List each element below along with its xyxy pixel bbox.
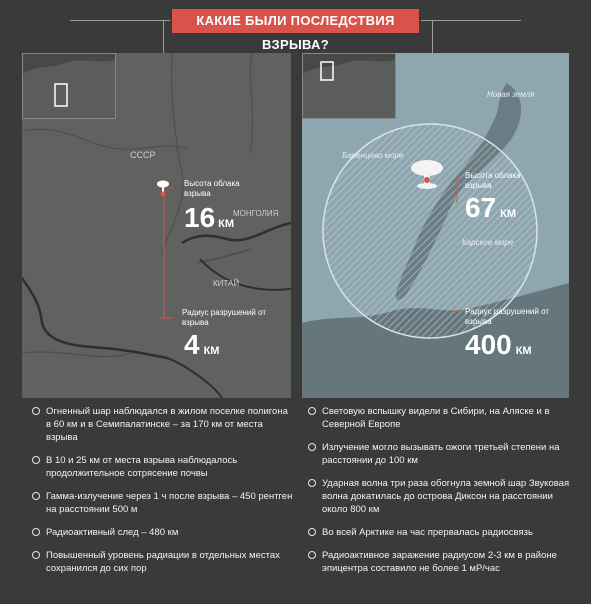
epicenter-icon: [156, 180, 170, 196]
radius-value-left: [184, 329, 219, 361]
list-item: [32, 549, 294, 575]
label-barents-sea: Баренцево море: [342, 151, 404, 160]
bullet-icon: [32, 456, 40, 464]
list-item: [308, 549, 570, 575]
fact-text: Радиоактивный след – 480 км: [46, 527, 179, 538]
connector-line-right: [432, 20, 433, 53]
header-bar: [0, 0, 591, 52]
bullet-icon: [308, 443, 316, 451]
page-title: КАКИЕ БЫЛИ ПОСЛЕДСТВИЯ ВЗРЫВА?: [172, 9, 419, 33]
cloud-height-value-left: [184, 202, 234, 234]
cloud-height-unit-right: КМ: [500, 208, 517, 220]
list-item: [308, 526, 570, 539]
radius-label-right: Радиус разрушений от взрыва: [465, 307, 550, 326]
list-item: [32, 490, 294, 516]
right-facts-list: [308, 405, 570, 575]
cloud-height-number-left: 16: [184, 202, 216, 233]
novaya-zemlya-map: [302, 53, 569, 398]
bullet-icon: [32, 551, 40, 559]
cloud-height-unit-left: КМ: [218, 218, 235, 230]
radius-unit-right: КМ: [515, 345, 532, 357]
label-ussr: СССР: [130, 150, 156, 160]
fact-text: Во всей Арктике на час прервалась радиосвязь: [322, 527, 533, 538]
fact-text: Световую вспышку видели в Сибири, на Аляске и в Северной Европе: [322, 406, 550, 430]
bullet-icon: [308, 407, 316, 415]
radius-number-right: 400: [465, 329, 512, 360]
list-item: [308, 405, 570, 431]
label-kara-sea: Карское море: [462, 238, 514, 247]
cloud-height-number-right: 67: [465, 192, 497, 223]
mushroom-cloud-icon: [407, 158, 447, 190]
radius-value-right: [465, 329, 532, 361]
fact-text: Радиоактивное заражение радиусом 2-3 км в районе эпицентра составило не более 1 мР/час: [322, 550, 557, 574]
fact-text: В 10 и 25 км от места взрыва наблюдалось продолжительное сотрясение почвы: [46, 455, 238, 479]
fact-text: Гамма-излучение через 1 ч после взрыва – 450 рентген на расстоянии 500 м: [46, 491, 293, 515]
bullet-icon: [32, 492, 40, 500]
fact-text: Огненный шар наблюдался в жилом поселке полигона в 60 км и в Семипалатинске – за 170 км от места взрыва: [46, 406, 288, 443]
fact-text: Ударная волна три раза обогнула земной шар Звуковая волна докатилась до острова Диксон на расстоянии около 800 км: [322, 478, 570, 515]
label-china: КИТАЙ: [213, 279, 240, 288]
bullet-icon: [308, 551, 316, 559]
kazakhstan-map: [22, 53, 291, 398]
bullet-icon: [32, 407, 40, 415]
left-facts-list: [32, 405, 294, 575]
list-item: [308, 441, 570, 467]
list-item: [32, 405, 294, 444]
right-inset-graphics: [303, 54, 395, 118]
bullet-icon: [32, 528, 40, 536]
left-inset-graphics: [23, 54, 115, 118]
radius-number-left: 4: [184, 329, 200, 360]
list-item: [308, 477, 570, 516]
fact-text: Повышенный уровень радиации в отдельных местах сохранился до сих пор: [46, 550, 280, 574]
right-inset-map: [302, 53, 396, 119]
bullet-icon: [308, 528, 316, 536]
label-novaya-zemlya: Новая земля: [487, 90, 535, 99]
label-mongolia: МОНГОЛИЯ: [233, 209, 279, 218]
cloud-height-label-left: Высота облака взрыва: [184, 179, 240, 198]
cloud-height-label-right: Высота облака взрыва: [465, 171, 521, 190]
list-item: [32, 526, 294, 539]
header-line-left: [70, 20, 170, 21]
left-inset-map: [22, 53, 116, 119]
header-line-right: [421, 20, 521, 21]
cloud-height-value-right: [465, 192, 516, 224]
connector-line-left: [163, 20, 164, 53]
fact-text: Излучение могло вызывать ожоги третьей степени на расстоянии до 100 км: [322, 442, 560, 466]
list-item: [32, 454, 294, 480]
radius-unit-left: КМ: [203, 345, 220, 357]
bullet-icon: [308, 479, 316, 487]
radius-label-left: Радиус разрушений от взрыва: [182, 308, 267, 327]
